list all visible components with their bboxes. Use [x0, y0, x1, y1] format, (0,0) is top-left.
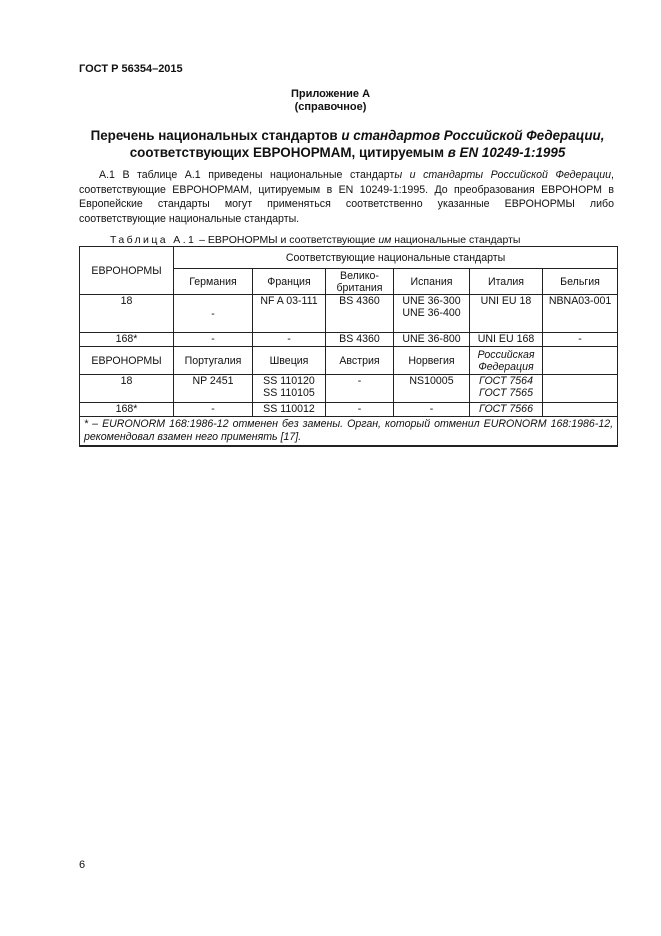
- caption-part-a: – ЕВРОНОРМЫ и соответствующие: [196, 234, 379, 246]
- country-header: Велико-британия: [326, 269, 394, 295]
- standard-cell: UNE 36-800: [394, 333, 470, 347]
- page-number: 6: [79, 859, 86, 871]
- standard-cell: NBNA03-001: [543, 295, 618, 333]
- country-header: Бельгия: [543, 269, 618, 295]
- heading-line2-b: в EN 10249-1:1995: [447, 145, 566, 160]
- standard-cell: -: [543, 333, 618, 347]
- paragraph-part-b: ы и стандарты Российской Федерации: [394, 169, 612, 181]
- standard-cell: -: [326, 375, 394, 403]
- header-euronorm: ЕВРОНОРМЫ: [80, 247, 174, 295]
- country-header: Австрия: [326, 347, 394, 375]
- country-header: Италия: [470, 269, 543, 295]
- country-header: Испания: [394, 269, 470, 295]
- document-code: ГОСТ Р 56354–2015: [79, 63, 183, 75]
- euronorm-number: 18: [80, 375, 174, 403]
- standard-cell: [543, 403, 618, 417]
- standard-cell: UNI EU 168: [470, 333, 543, 347]
- standard-cell: SS 110120 SS 110105: [253, 375, 326, 403]
- caption-label: Таблица А.1: [110, 234, 197, 246]
- standard-cell: UNE 36-300 UNE 36-400: [394, 295, 470, 333]
- country-header: Португалия: [174, 347, 253, 375]
- standard-cell: -: [394, 403, 470, 417]
- euronorm-number: 168*: [80, 333, 174, 347]
- standard-cell: UNI EU 18: [470, 295, 543, 333]
- country-header: Российская Федерация: [470, 347, 543, 375]
- standard-cell: -: [253, 333, 326, 347]
- standard-cell: -: [174, 295, 253, 333]
- paragraph-part-c: , соответствующие ЕВРОНОРМАМ, цитируемым в EN 10249-1:1995. До преобразования ЕВРОНОРМ в Европейские стандарты могут применяться соответственно указанные ЕВРОНОРМЫ либо соответствующие национальные стандарты.: [79, 169, 614, 225]
- table-caption: [110, 234, 520, 246]
- standard-cell: BS 4360: [326, 333, 394, 347]
- standard-cell: SS 110012: [253, 403, 326, 417]
- header-national-standards: Соответствующие национальные стандарты: [174, 247, 618, 269]
- page-heading: [79, 127, 616, 161]
- caption-part-b: им: [378, 234, 392, 246]
- standard-cell: NF A 03-111: [253, 295, 326, 333]
- standard-cell: BS 4360: [326, 295, 394, 333]
- annex-type: (справочное): [294, 101, 367, 113]
- intro-paragraph: [79, 168, 614, 226]
- country-header: Швеция: [253, 347, 326, 375]
- euronorm-number: 18: [80, 295, 174, 333]
- country-header: [543, 347, 618, 375]
- annex-title: [0, 88, 661, 114]
- standard-cell: -: [174, 403, 253, 417]
- standard-cell: ГОСТ 7564 ГОСТ 7565: [470, 375, 543, 403]
- country-header: Норвегия: [394, 347, 470, 375]
- heading-line1-b: и стандартов Российской Федерации,: [341, 128, 605, 143]
- standard-cell: -: [326, 403, 394, 417]
- standard-cell: [543, 375, 618, 403]
- standards-table: [79, 246, 618, 447]
- header-euronorm-2: ЕВРОНОРМЫ: [80, 347, 174, 375]
- standard-cell: NS10005: [394, 375, 470, 403]
- country-header: Франция: [253, 269, 326, 295]
- paragraph-part-a: А.1 В таблице А.1 приведены национальные стандарт: [99, 169, 395, 181]
- standard-cell: NP 2451: [174, 375, 253, 403]
- caption-part-c: национальные стандарты: [391, 234, 521, 246]
- annex-label: Приложение А: [290, 88, 371, 100]
- standard-cell: -: [174, 333, 253, 347]
- heading-line1-a: Перечень национальных стандартов: [90, 128, 342, 143]
- euronorm-number: 168*: [80, 403, 174, 417]
- country-header: Германия: [174, 269, 253, 295]
- table-footnote: * – EURONORM 168:1986-12 отменен без замены. Орган, который отменил EURONORM 168:1986-12, рекомендовал взамен него применять [17].: [80, 417, 618, 447]
- standard-cell: ГОСТ 7566: [470, 403, 543, 417]
- heading-line2-a: соответствующих ЕВРОНОРМАМ, цитируемым: [129, 145, 448, 160]
